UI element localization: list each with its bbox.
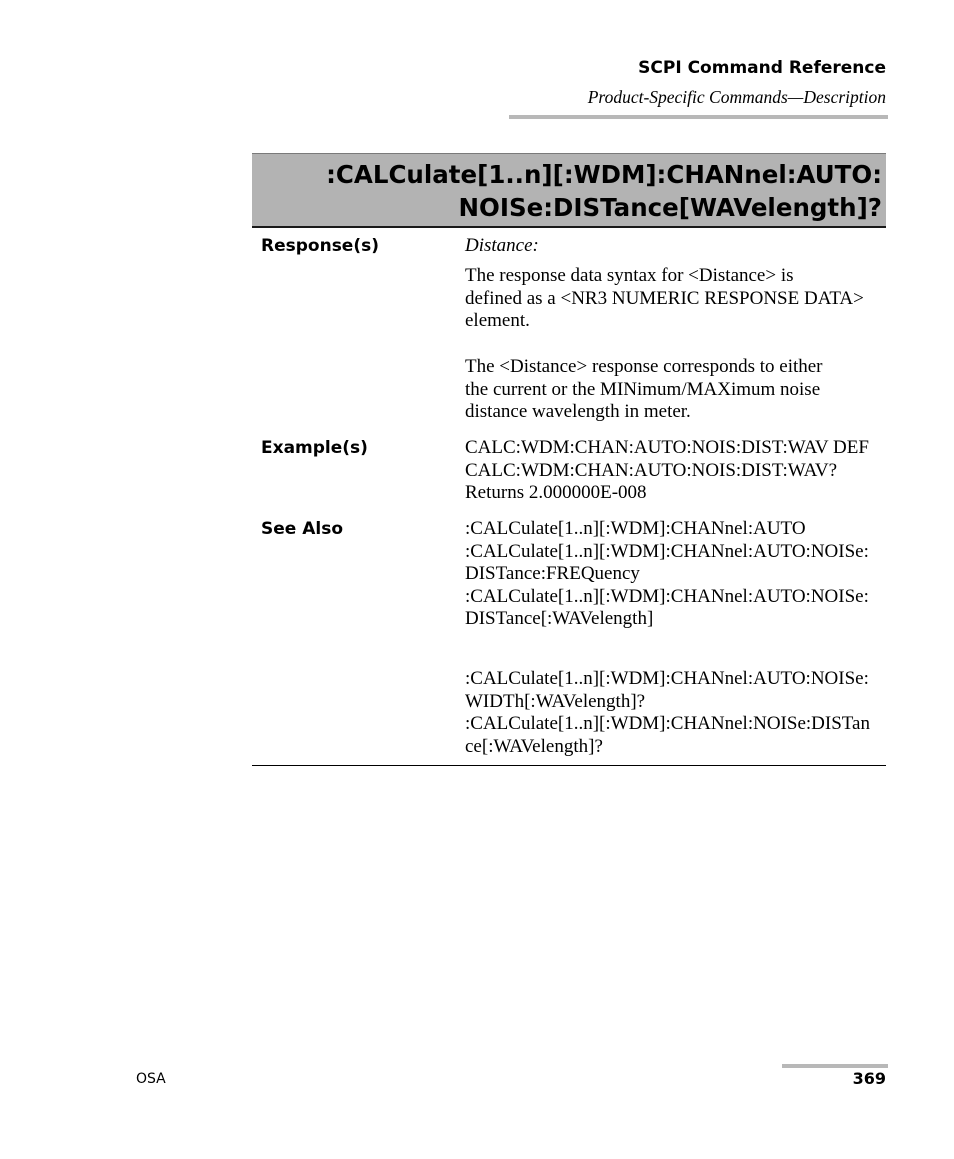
see-also-group-2 — [465, 668, 885, 758]
see-also-line: ce[:WAVelength]? — [465, 735, 603, 757]
running-header-title: SCPI Command Reference — [638, 58, 886, 78]
text-line: element. — [465, 310, 530, 331]
text-line: The response data syntax for <Distance> is — [465, 265, 794, 286]
text-line: the current or the MINimum/MAXimum noise — [465, 378, 821, 400]
see-also-line: :CALCulate[1..n][:WDM]:CHANnel:NOISe:DISTan — [465, 713, 870, 734]
response-label: Response(s) — [261, 236, 379, 256]
response-name: Distance: — [465, 235, 539, 256]
example-line: CALC:WDM:CHAN:AUTO:NOIS:DIST:WAV? — [465, 459, 838, 481]
page-number: 369 — [852, 1069, 886, 1088]
command-title — [326, 158, 882, 224]
text-line: The <Distance> response corresponds to either — [465, 356, 823, 377]
command-title-line: :CALCulate[1..n][:WDM]:CHANnel:AUTO: — [326, 160, 882, 189]
see-also-line: DISTance[:WAVelength] — [465, 608, 654, 629]
response-paragraph-1 — [465, 265, 885, 333]
footer-product-name: OSA — [136, 1071, 166, 1087]
text-line: distance wavelength in meter. — [465, 401, 691, 422]
see-also-line: DISTance:FREQuency — [465, 563, 640, 584]
see-also-line: :CALCulate[1..n][:WDM]:CHANnel:AUTO:NOISe: — [465, 585, 869, 607]
see-also-line: WIDTh[:WAVelength]? — [465, 690, 646, 712]
command-banner — [252, 153, 886, 228]
response-paragraph-2 — [465, 356, 885, 424]
see-also-group-1 — [465, 518, 885, 631]
see-also-line: :CALCulate[1..n][:WDM]:CHANnel:AUTO:NOISe: — [465, 668, 869, 689]
header-divider — [509, 115, 888, 119]
examples-label: Example(s) — [261, 438, 368, 458]
table-bottom-rule — [252, 765, 886, 766]
examples-block — [465, 437, 885, 505]
command-title-line: NOISe:DISTance[WAVelength]? — [458, 193, 882, 222]
see-also-line: :CALCulate[1..n][:WDM]:CHANnel:AUTO — [465, 518, 806, 539]
see-also-line: :CALCulate[1..n][:WDM]:CHANnel:AUTO:NOISe: — [465, 540, 869, 562]
running-header-subtitle: Product-Specific Commands—Description — [587, 87, 886, 107]
example-line: Returns 2.000000E-008 — [465, 482, 647, 503]
see-also-label: See Also — [261, 519, 344, 539]
example-line: CALC:WDM:CHAN:AUTO:NOIS:DIST:WAV DEF — [465, 437, 869, 458]
text-line: defined as a <NR3 NUMERIC RESPONSE DATA> — [465, 287, 864, 309]
footer-divider — [782, 1064, 888, 1068]
